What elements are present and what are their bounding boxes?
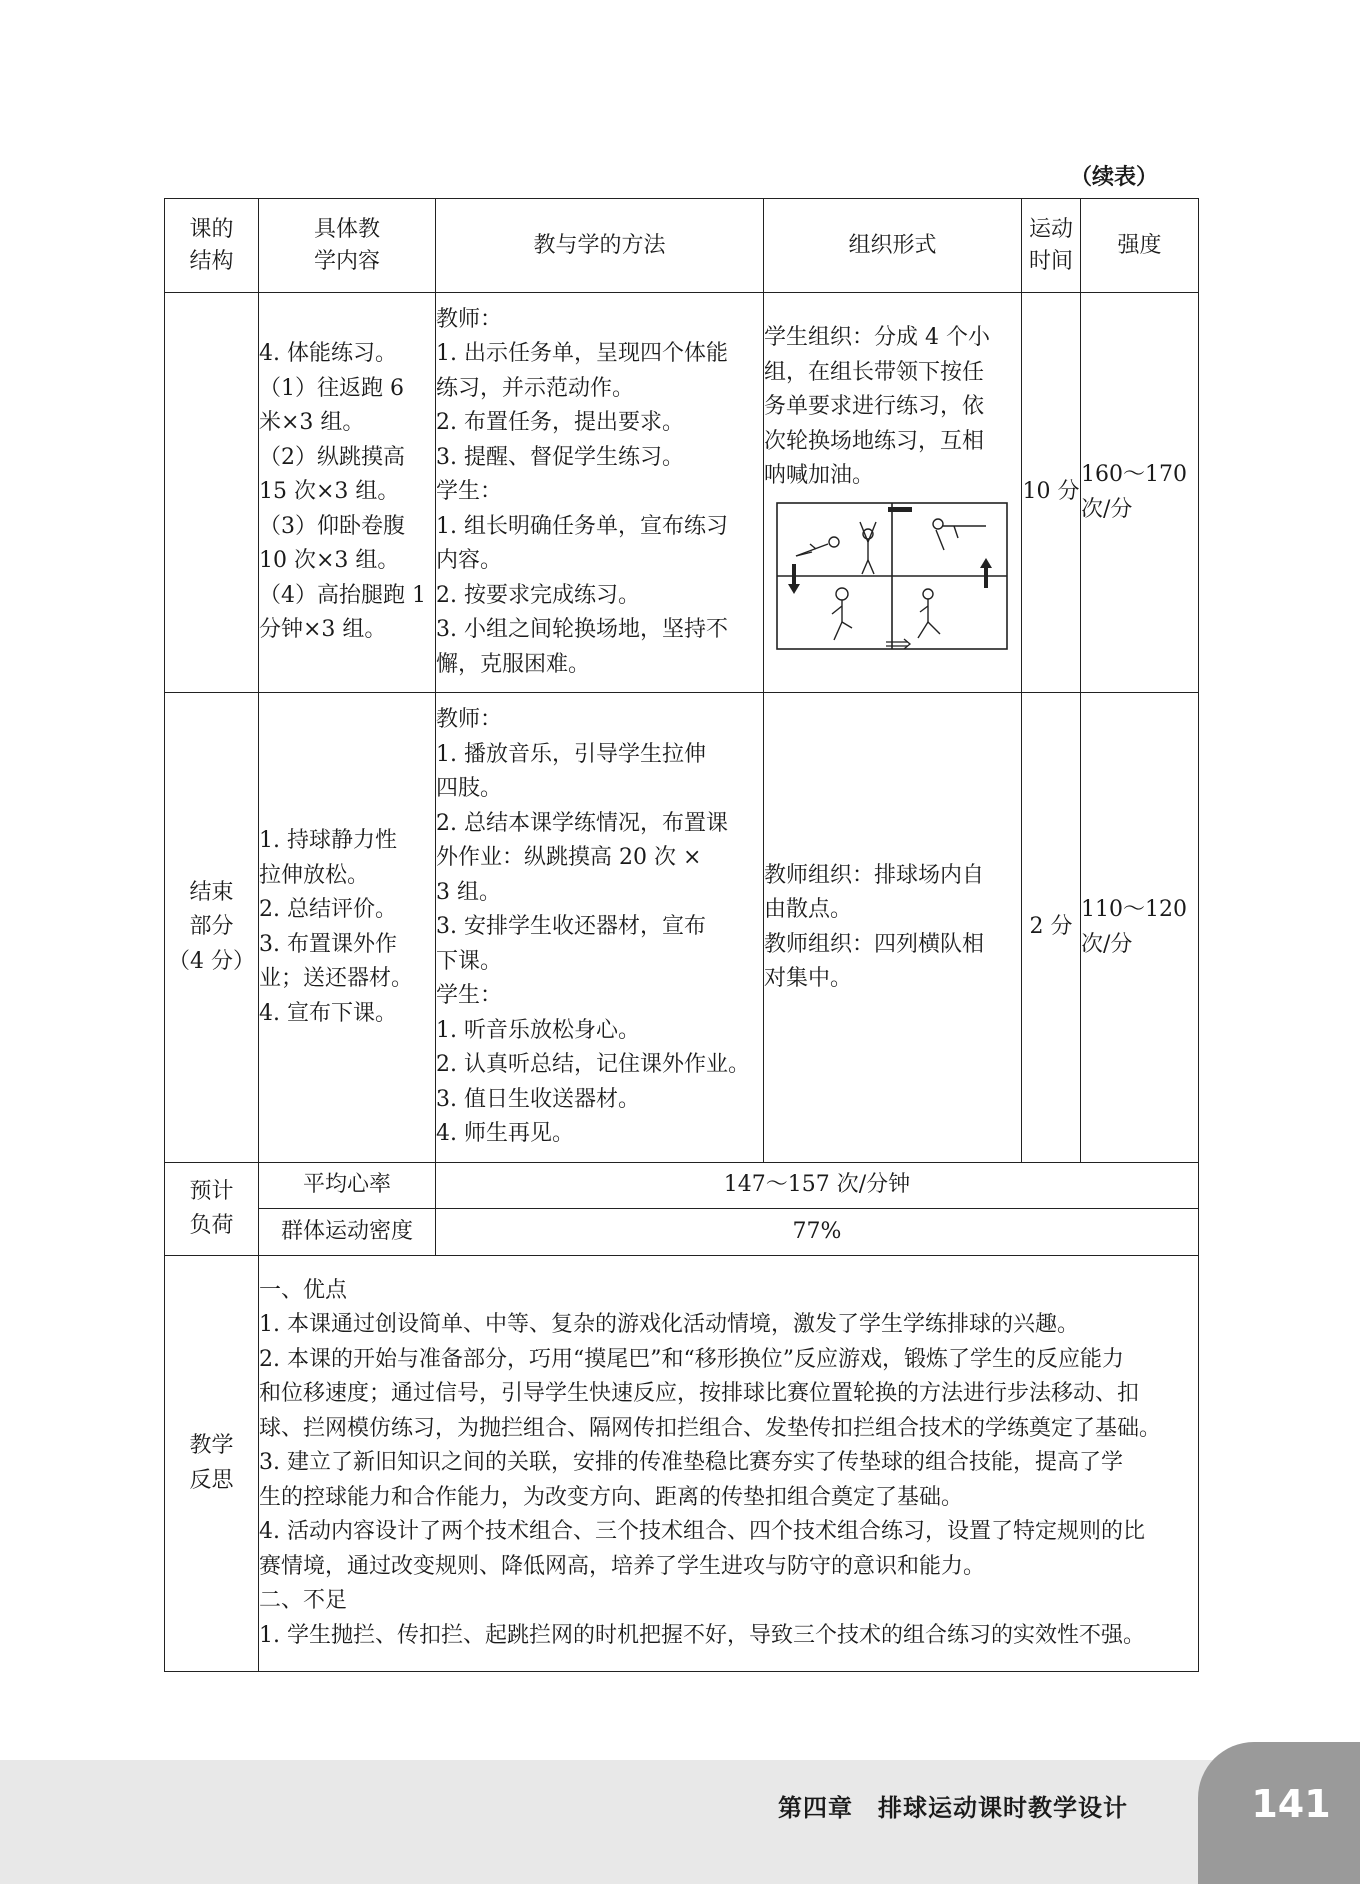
- fitness-row: [165, 293, 1199, 693]
- jump-figure-icon: [860, 522, 876, 574]
- fitness-structure-cell: [165, 293, 259, 693]
- arrow-up-icon: [980, 558, 992, 588]
- run-figure-icon: [933, 519, 986, 550]
- arrow-down-icon: [788, 564, 800, 594]
- continued-label: （续表）: [1070, 165, 1159, 190]
- ending-intensity-cell: 110～120 次/分: [1081, 693, 1199, 1163]
- header-structure: 课的 结构: [165, 199, 259, 293]
- arrow-right-icon: [888, 507, 912, 512]
- ending-content-cell: 1. 持球静力性 拉伸放松。 2. 总结评价。 3. 布置课外作 业；送还器材。 4. 宣布下课。: [259, 693, 436, 1163]
- header-intensity: 强度: [1081, 199, 1199, 293]
- reflection-label-cell: 教学 反思: [165, 1256, 259, 1672]
- reflection-text-cell: 一、优点 1. 本课通过创设简单、中等、复杂的游戏化活动情境，激发了学生学练排球的兴趣。 2. 本课的开始与准备部分，巧用“摸尾巴”和“移形换位”反应游戏，锻炼了学生的反应能力 和位移速度；通过信号，引导学生快速反应，按排球比赛位置轮换的方法进行步法移动、扣 球、拦网模仿练习，为抛拦组合、隔网传扣拦组合、发垫传扣拦组合技术的学练奠定了基础。 3. 建立了新旧知识之间的关联，安排的传准垫稳比赛夯实了传垫球的组合技能，提高了学 生的控球能力和合作能力，为改变方向、距离的传垫扣组合奠定了基础。 4. 活动内容设计了两个技术组合、三个技术组合、四个技术组合练习，设置了特定规则的比 赛情境，通过改变规则、降低网高，培养了学生进攻与防守的意识和能力。 二、不足 1. 学生抛拦、传扣拦、起跳拦网的时机把握不好，导致三个技术的组合练习的实效性不强。: [259, 1256, 1199, 1672]
- footer-band: [0, 1760, 1360, 1884]
- heart-rate-row: [165, 1163, 1199, 1209]
- ending-organization-cell: 教师组织：排球场内自 由散点。 教师组织：四列横队相 对集中。: [764, 693, 1022, 1163]
- header-content: 具体教 学内容: [259, 199, 436, 293]
- ball-figure-icon: [918, 589, 940, 638]
- fitness-intensity-cell: 160～170 次/分: [1081, 293, 1199, 693]
- fitness-organization-cell: 学生组织：分成 4 个小 组，在组长带领下按任 务单要求进行练习，依 次轮换场地练习，互相 呐喊加油。: [764, 293, 1022, 693]
- load-label-cell: 预计 负荷: [165, 1163, 259, 1256]
- ending-time-cell: 2 分: [1022, 693, 1081, 1163]
- fitness-content-cell: 4. 体能练习。 （1）往返跑 6 米×3 组。 （2）纵跳摸高 15 次×3 组。 （3）仰卧卷腹 10 次×3 组。 （4）高抬腿跑 1 分钟×3 组。: [259, 293, 436, 693]
- chapter-title: 第四章 排球运动课时教学设计: [778, 1794, 1128, 1822]
- ending-method-cell: 教师： 1. 播放音乐，引导学生拉伸 四肢。 2. 总结本课学练情况，布置课 外作业：纵跳摸高 20 次 × 3 组。 3. 安排学生收还器材，宣布 下课。 学生： 1. 听音乐放松身心。 2. 认真听总结，记住课外作业。 3. 值日生收送器材。 4. 师生再见。: [436, 693, 764, 1163]
- station-rotation-diagram: [776, 502, 1008, 650]
- header-organization: 组织形式: [764, 199, 1022, 293]
- reflection-row: [165, 1256, 1199, 1672]
- header-row: [165, 199, 1199, 293]
- fitness-method-cell: 教师： 1. 出示任务单，呈现四个体能 练习，并示范动作。 2. 布置任务，提出要求。 3. 提醒、督促学生练习。 学生： 1. 组长明确任务单，宣布练习 内容。 2. 按要求完成练习。 3. 小组之间轮换场地，坚持不 懈，克服困难。: [436, 293, 764, 693]
- situp-figure-icon: [796, 537, 839, 556]
- ending-row: [165, 693, 1199, 1163]
- density-label: 群体运动密度: [259, 1209, 436, 1256]
- heart-rate-value: 147～157 次/分钟: [436, 1163, 1199, 1209]
- density-row: [165, 1209, 1199, 1256]
- fitness-time-cell: 10 分: [1022, 293, 1081, 693]
- header-method: 教与学的方法: [436, 199, 764, 293]
- heart-rate-label: 平均心率: [259, 1163, 436, 1209]
- lesson-plan-table: [164, 198, 1199, 1672]
- ending-structure-cell: 结束 部分 （4 分）: [165, 693, 259, 1163]
- header-time: 运动 时间: [1022, 199, 1081, 293]
- page-number: 141: [1251, 1782, 1331, 1826]
- double-arrow-icon: [886, 639, 910, 649]
- knee-lift-figure-icon: [832, 588, 852, 640]
- density-value: 77%: [436, 1209, 1199, 1256]
